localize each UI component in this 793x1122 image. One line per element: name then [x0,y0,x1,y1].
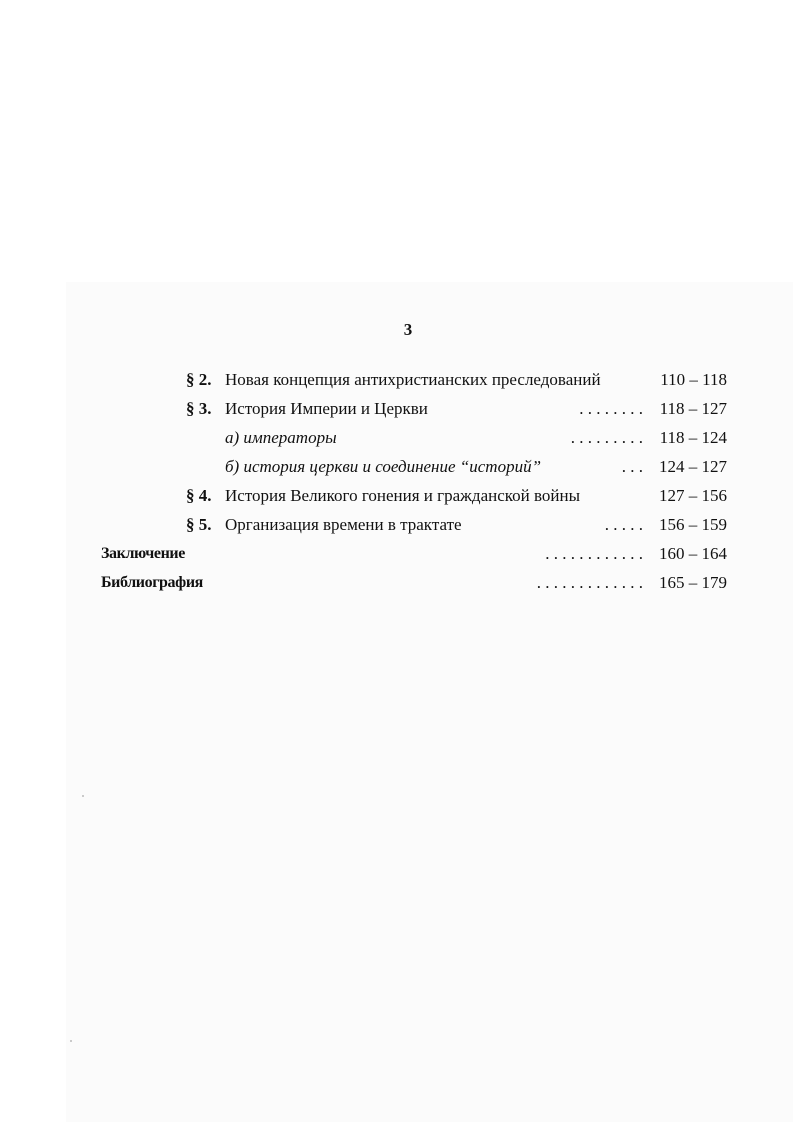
toc-entry-number: § 3. [186,399,212,418]
toc-entry-leader-dots: . . . . . . . . . . . . [545,544,643,563]
page-number: 3 [403,320,413,339]
toc-entry-title: История Империи и Церкви [225,399,428,418]
toc-subentry-title: а) императоры [225,428,337,447]
toc-entry-number: § 5. [186,515,212,534]
toc-entry [0,570,793,596]
toc-entry-leader-dots: . . . . . [604,515,643,534]
toc-entry [0,367,793,393]
toc-main-title: Заключение [101,545,185,562]
toc-entry-pages: 160 – 164 [659,544,727,563]
scan-speck [70,1040,72,1042]
toc-entry-title: Организация времени в трактате [225,515,462,534]
scan-speck [82,795,84,797]
toc-entry [0,425,793,451]
toc-entry [0,396,793,422]
toc-subentry-title: б) история церкви и соединение “историй” [225,457,542,476]
toc-entry [0,483,793,509]
toc-entry-leader-dots: . . . . . . . . . . . . . [536,573,643,592]
toc-entry [0,512,793,538]
toc-entry-title: Новая концепция антихристианских преследований [225,370,601,389]
toc-entry [0,454,793,480]
toc-entry-leader-dots: . . . . . . . . [579,399,643,418]
toc-entry-pages: 118 – 124 [659,428,727,447]
toc-entry-leader-dots: . . . . . . . . . [570,428,643,447]
toc-entry [0,541,793,567]
toc-entry-pages: 165 – 179 [659,573,727,592]
toc-entry-pages: 124 – 127 [659,457,727,476]
toc-entry-title: История Великого гонения и гражданской войны [225,486,581,505]
toc-entry-pages: 110 – 118 [660,370,727,389]
toc-entry-number: § 4. [186,486,212,505]
toc-entry-pages: 156 – 159 [659,515,727,534]
toc-main-title: Библиография [101,574,203,591]
toc-entry-pages: 127 – 156 [659,486,727,505]
toc-entry-number: § 2. [186,370,212,389]
toc-entry-pages: 118 – 127 [659,399,727,418]
toc-entry-leader-dots: . . . [621,457,643,476]
